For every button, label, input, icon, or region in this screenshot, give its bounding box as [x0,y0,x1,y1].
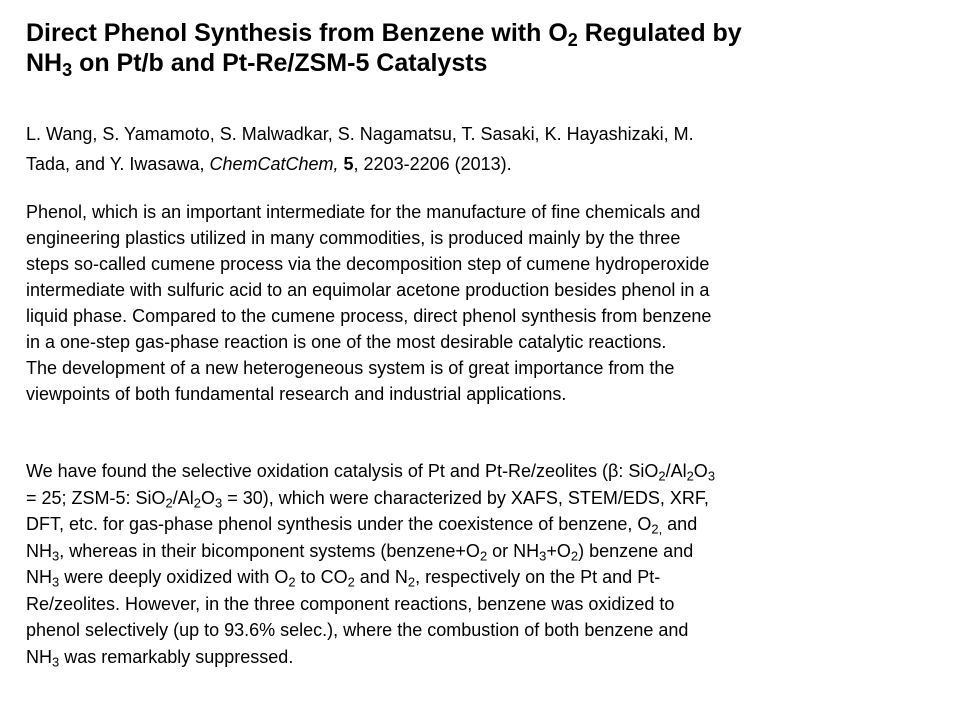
abstract-line: in a one-step gas-phase reaction is one of the most desirable catalytic reactions. [26,332,667,352]
citation-authors: L. Wang, S. Yamamoto, S. Malwadkar, S. Nagamatsu, T. Sasaki, K. Hayashizaki, M. [26,124,694,144]
abstract-line: engineering plastics utilized in many commodities, is produced mainly by the three [26,228,681,248]
findings-line: $NH_3$ was remarkably suppressed. [26,646,294,670]
findings-paragraph [26,458,951,670]
abstract-paragraph [26,199,946,407]
findings-line: Re/zeolites. However, in the three component reactions, benzene was oxidized to [26,593,675,614]
findings-line: DFT, etc. for gas-phase phenol synthesis under the coexistence of benzene, $O_{2,}$ and [26,514,698,537]
title-line-2: $NH_3$ on Pt/b and Pt-Re/ZSM-5 Catalysts [26,49,488,81]
findings-line: We have found the selective oxidation catalysis of Pt and Pt-Re/zeolites (β: $SiO_2/Al_2O_3$ [26,461,716,484]
journal-name: ChemCatChem, [209,154,339,174]
findings-line: phenol selectively (up to 93.6% selec.), where the combustion of both benzene and [26,620,689,640]
title-line-1: Direct Phenol Synthesis from Benzene with $O_2$ Regulated by [26,19,742,51]
findings-line: $NH_3$, whereas in their bicomponent systems ($benzene+O_2$ or $NH_3+O_2$) benzene and [26,540,694,564]
citation-reference [26,149,946,179]
journal-pages-year: , 2203-2206 (2013). [353,154,512,174]
abstract-line: liquid phase. Compared to the cumene process, direct phenol synthesis from benzene [26,306,712,326]
citation [26,119,946,179]
findings-line: $NH_3$ were deeply oxidized with $O_2$ to $CO_2$ and $N_2$, respectively on the Pt and Pt- [26,567,661,590]
abstract-line: viewpoints of both fundamental research and industrial applications. [26,384,567,404]
journal-volume: 5 [343,154,354,174]
findings-line: = 25; ZSM-5: $SiO_2/Al_2O_3 = 30$), which were characterized by XAFS, STEM/EDS, XRF, [26,487,709,511]
paper-title [26,18,946,81]
abstract-line: steps so-called cumene process via the decomposition step of cumene hydroperoxide [26,254,710,274]
abstract-line: The development of a new heterogeneous system is of great importance from the [26,358,675,378]
citation-authors-end: Tada, and Y. Iwasawa, [26,154,210,174]
abstract-line: intermediate with sulfuric acid to an equimolar acetone production besides phenol in a [26,280,710,300]
abstract-line: Phenol, which is an important intermediate for the manufacture of fine chemicals and [26,202,701,222]
